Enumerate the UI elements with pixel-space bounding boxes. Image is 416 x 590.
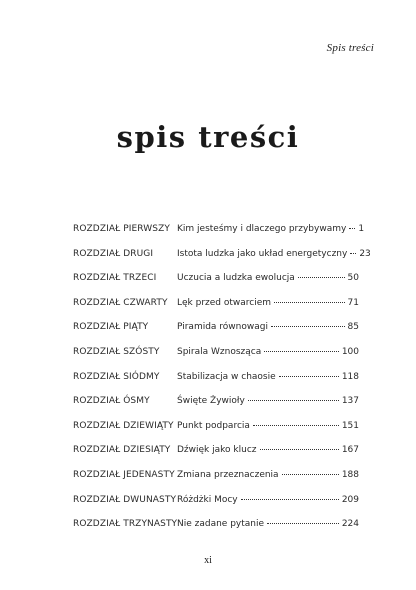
toc-dot-leader — [350, 253, 356, 254]
toc-page-number: 137 — [341, 396, 359, 407]
toc-chapter-label: ROZDZIAŁ DRUGI — [73, 248, 154, 259]
table-of-contents — [73, 224, 371, 544]
toc-page-number: 151 — [341, 420, 359, 431]
toc-chapter-label: ROZDZIAŁ CZWARTY — [73, 297, 168, 308]
toc-dot-leader — [260, 449, 339, 450]
page-title: spis treści — [116, 120, 300, 154]
toc-chapter-title: Spirala Wznosząca — [177, 346, 262, 357]
toc-dot-leader — [282, 474, 339, 475]
toc-dot-leader — [279, 376, 339, 377]
toc-dot-leader — [274, 302, 345, 303]
toc-entry — [73, 273, 359, 298]
page-number: xi — [204, 555, 212, 566]
toc-entry — [73, 224, 365, 249]
toc-entry — [73, 347, 359, 372]
running-header: Spis treści — [326, 42, 374, 54]
toc-entry — [73, 495, 359, 520]
toc-entry — [73, 519, 359, 544]
toc-chapter-title: Dźwięk jako klucz — [177, 445, 257, 456]
toc-chapter-label: ROZDZIAŁ TRZECI — [73, 273, 157, 284]
toc-dot-leader — [267, 523, 339, 524]
toc-chapter-title: Piramida równowagi — [177, 322, 268, 333]
toc-page-number: 224 — [341, 519, 359, 530]
toc-entry — [73, 396, 359, 421]
toc-chapter-title: Zmiana przeznaczenia — [177, 469, 279, 480]
toc-chapter-label: ROZDZIAŁ DZIESIĄTY — [73, 445, 171, 456]
toc-chapter-label: ROZDZIAŁ PIĄTY — [73, 322, 149, 333]
toc-entry — [73, 445, 359, 470]
toc-page-number: 71 — [347, 297, 359, 308]
toc-page-number: 50 — [347, 273, 359, 284]
toc-chapter-label: ROZDZIAŁ DZIEWIĄTY — [73, 420, 174, 431]
toc-chapter-title: Święte Żywioły — [177, 396, 245, 407]
toc-chapter-label: ROZDZIAŁ ÓSMY — [73, 396, 150, 407]
toc-page-number: 209 — [341, 494, 359, 505]
toc-dot-leader — [241, 499, 339, 500]
toc-entry — [73, 248, 371, 274]
toc-chapter-label: ROZDZIAŁ TRZYNASTY — [73, 519, 178, 530]
toc-dot-leader — [264, 351, 339, 352]
toc-page-number: 1 — [358, 224, 365, 234]
toc-page-number: 23 — [359, 248, 371, 259]
toc-chapter-label: ROZDZIAŁ PIERWSZY — [73, 224, 170, 234]
toc-chapter-title: Punkt podparcia — [177, 420, 250, 431]
toc-dot-leader — [298, 277, 345, 278]
toc-dot-leader — [248, 400, 339, 401]
toc-chapter-label: ROZDZIAŁ DWUNASTY — [73, 494, 177, 505]
toc-page-number: 167 — [341, 445, 359, 456]
toc-dot-leader — [253, 425, 339, 426]
toc-chapter-title: Nie zadane pytanie — [177, 519, 265, 530]
toc-chapter-label: ROZDZIAŁ JEDENASTY — [73, 469, 175, 480]
toc-chapter-title: Różdżki Mocy — [177, 494, 238, 505]
toc-chapter-title: Kim jesteśmy i dlaczego przybywamy — [177, 224, 347, 234]
toc-chapter-title: Lęk przed otwarciem — [177, 297, 272, 308]
toc-chapter-title: Stabilizacja w chaosie — [177, 371, 276, 382]
toc-chapter-title: Istota ludzka jako układ energetyczny — [177, 248, 348, 259]
toc-chapter-title: Uczucia a ludzka ewolucja — [177, 273, 295, 284]
toc-page-number: 188 — [341, 469, 359, 480]
toc-page-number: 100 — [341, 346, 359, 357]
toc-entry — [73, 372, 359, 397]
toc-chapter-label: ROZDZIAŁ SZÓSTY — [73, 346, 160, 357]
toc-page-number: 118 — [341, 371, 359, 382]
toc-dot-leader — [271, 326, 345, 327]
toc-entry — [73, 470, 359, 495]
toc-chapter-label: ROZDZIAŁ SIÓDMY — [73, 371, 160, 382]
toc-page-number: 85 — [347, 322, 359, 333]
toc-dot-leader — [349, 228, 355, 229]
toc-entry — [73, 298, 359, 323]
toc-entry — [73, 421, 359, 446]
toc-entry — [73, 322, 359, 347]
